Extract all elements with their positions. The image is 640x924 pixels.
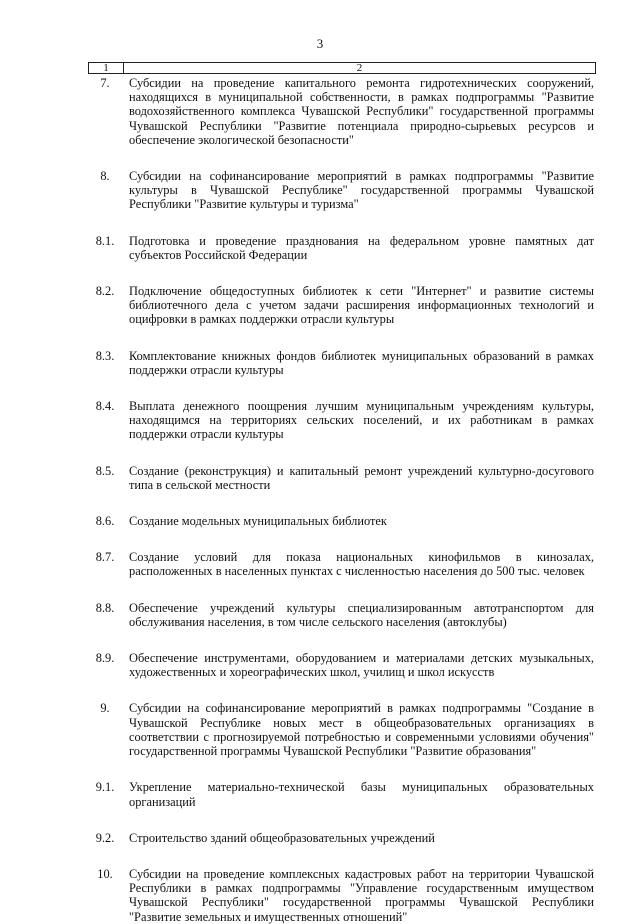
row-number: 8. (100, 169, 110, 184)
row-text: Создание условий для показа национальных кинофильмов в кинозалах, расположенных в населенных пунктах с численностью населения до 500 тыс. человек (129, 550, 594, 579)
table-row (88, 399, 596, 442)
table-row (88, 550, 596, 578)
column-header-2: 2 (356, 62, 363, 74)
table-row (88, 169, 596, 212)
row-text: Субсидии на софинансирование мероприятий в рамках подпрограммы "Создание в Чувашской Республике новых мест в общеобразовательных организациях в соответствии с прогнозируемой потребностью и современными условиями обучения" государственной программы Чувашской Республики "Развитие образования" (129, 701, 594, 759)
row-number: 7. (100, 76, 110, 90)
row-text: Обеспечение инструментами, оборудованием и материалами детских музыкальных, художественных и хореографических школ, училищ и школ искусств (129, 651, 594, 680)
row-number: 8.6. (95, 514, 115, 529)
table-row (88, 867, 596, 924)
table-row (88, 234, 596, 262)
row-number: 8.1. (95, 233, 115, 248)
table-header (88, 62, 596, 74)
table-row (88, 601, 596, 629)
table-row (88, 514, 596, 528)
row-text: Выплата денежного поощрения лучшим муниципальным учреждениям культуры, находящимся на территориях сельских поселений, и их работникам в рамках поддержки отрасли культуры (129, 399, 594, 442)
table-row (88, 76, 596, 147)
row-number: 9. (100, 701, 110, 716)
row-number: 8.7. (95, 550, 115, 565)
row-number: 8.5. (95, 463, 115, 478)
row-number: 9.1. (95, 780, 115, 795)
row-text: Укрепление материально-технической базы муниципальных образовательных организаций (129, 780, 594, 809)
table-body (88, 76, 596, 924)
row-text: Субсидии на проведение комплексных кадастровых работ на территории Чувашской Республики в рамках подпрограммы "Управление государственным имуществом Чувашской Республики" государственной программы Чувашской Республики "Развитие земельных и имущественных отношений" (129, 866, 594, 924)
table-row (88, 651, 596, 679)
row-number: 8.9. (95, 651, 115, 666)
row-text: Комплектование книжных фондов библиотек муниципальных образований в рамках поддержки отрасли культуры (129, 348, 594, 377)
row-text: Обеспечение учреждений культуры специализированным автотранспортом для обслуживания населения, в том числе сельского населения (автоклубы) (129, 600, 594, 629)
row-text: Создание модельных муниципальных библиотек (129, 514, 387, 529)
row-number: 8.2. (95, 284, 115, 299)
row-text: Создание (реконструкция) и капитальный ремонт учреждений культурно-досугового типа в сельской местности (129, 463, 594, 492)
table-row (88, 780, 596, 808)
table-row (88, 701, 596, 758)
row-number: 8.3. (95, 348, 115, 363)
row-text: Подготовка и проведение празднования на федеральном уровне памятных дат субъектов Российской Федерации (129, 233, 594, 262)
row-number: 8.8. (95, 600, 115, 615)
table-row (88, 464, 596, 492)
row-number: 8.4. (95, 399, 115, 414)
table-row (88, 831, 596, 845)
row-text: Строительство зданий общеобразовательных учреждений (129, 830, 435, 845)
row-text: Субсидии на софинансирование мероприятий в рамках подпрограммы "Развитие культуры в Чувашской Республике" государственной программы Чувашской Республики "Развитие культуры и туризма" (129, 169, 594, 212)
row-text: Подключение общедоступных библиотек к сети "Интернет" и развитие системы библиотечного дела с учетом задачи расширения информационных технологий и оцифровки в рамках поддержки отрасли культуры (129, 284, 594, 327)
row-text: Субсидии на проведение капитального ремонта гидротехнических сооружений, находящихся в муниципальной собственности, в рамках подпрограммы "Развитие водохозяйственного комплекса Чувашской Республики" государственной программы Чувашской Республики "Развитие потенциала природно-сырьевых ресурсов и обеспечение экологической безопасности" (129, 76, 594, 147)
page-number: 3 (316, 36, 324, 51)
row-number: 10. (97, 866, 113, 881)
table-row (88, 349, 596, 377)
column-header-1: 1 (89, 63, 124, 73)
table-row (88, 284, 596, 327)
row-number: 9.2. (95, 830, 115, 845)
